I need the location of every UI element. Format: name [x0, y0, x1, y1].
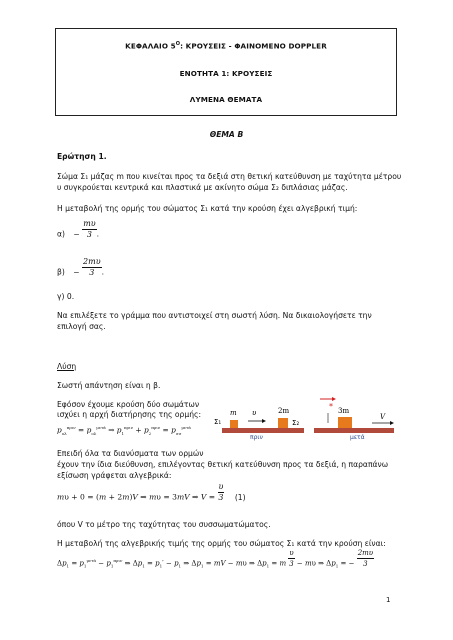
solution-line-5: έχουν την ίδια διεύθυνση, επιλέγοντας θετική κατεύθυνση προς τα δεξιά, η παραπάνω	[57, 460, 389, 469]
header-box	[55, 28, 397, 116]
block-m	[230, 420, 238, 428]
unit-title: ΕΝΟΤΗΤΑ 1: ΚΡΟΥΣΕΙΣ	[179, 69, 273, 78]
option-b-fraction: $\frac{2m\upsilon}{3}$	[83, 257, 101, 277]
question-text-3: Η μεταβολή της ορμής του σώματος Σ₁ κατά την κρούση έχει αλγεβρική τιμή:	[57, 204, 358, 213]
solution-line-2: ισχύει η αρχή διατήρησης της ορμής:	[57, 410, 202, 419]
collision-figure	[212, 393, 402, 445]
theme-heading: ΘΕΜΑ Β	[209, 130, 244, 139]
subtitle: ΛΥΜΕΝΑ ΘΕΜΑΤΑ	[189, 95, 263, 104]
question-title: Ερώτηση 1.	[57, 152, 107, 161]
label-u: υ	[252, 409, 257, 417]
solution-line-7: όπου V το μέτρο της ταχύτητας του συσσωματώματος.	[57, 520, 271, 529]
option-b: β) − $\frac{2m\upsilon}{3}$ .	[57, 257, 104, 277]
instruction-1: Να επιλέξετε το γράμμα που αντιστοιχεί στη σωστή λύση. Να δικαιολογήσετε την	[57, 311, 372, 320]
block-2m	[278, 418, 288, 428]
final-derivation: $\Delta p_1 = p_1^{\mu\varepsilon\tau ά} - p_1^{\pi\rho\iota\nu}$ ⇒ $\Delta p_1 = p_1' - p_1$ ⇒ $\Delta p_1$ = mV − mυ ⇒ $\Delta p_1 = m$ $\frac{\upsilon}{3}$ − mυ ⇒ $\Delta p_1$ = − $\frac{2m\upsilon}{3}$	[57, 548, 374, 569]
label-before: πριν	[250, 434, 263, 441]
solution-line-1: Εφόσον έχουμε κρούση δύο σωμάτων	[57, 400, 200, 409]
chapter-title: ΚΕΦΑΛΑΙΟ $5^O$: ΚΡΟΥΣΕΙΣ - ΦΑΙΝΟΜΕΝΟ DOPPLER	[125, 41, 327, 51]
solution-title: Λύση	[57, 362, 77, 371]
block-3m	[338, 417, 352, 428]
label-m: m	[230, 409, 237, 417]
momentum-equation: $p_{o\lambda}^{\pi\rho\iota\nu} = p_{o\lambda}^{\mu\varepsilon\tau ά}$ ⇒ $p_1^{\pi\rho\iota\nu} + p_2^{\pi\rho\iota\nu} = p_{\sigma\sigma}^{\mu\varepsilon\tau ά}$	[57, 425, 191, 436]
label-s2: Σ₂	[292, 419, 300, 427]
option-a: α) − $\frac{m\upsilon}{3}$ .	[57, 219, 100, 239]
algebraic-equation: mυ + 0 = (m + 2m)V ⇒ mυ = 3mV ⇒ V = $\frac{\upsilon}{3}$ (1)	[57, 482, 246, 502]
equation-tag: (1)	[234, 492, 246, 502]
svg-text:*: *	[329, 402, 333, 411]
option-b-label: β)	[57, 267, 65, 277]
label-after: μετά	[350, 434, 365, 441]
ground-after	[314, 428, 394, 433]
label-3m: 3m	[338, 407, 350, 415]
solution-line-4: Επειδή όλα τα διανύσματα των ορμών	[57, 449, 204, 458]
option-a-fraction: $\frac{m\upsilon}{3}$	[83, 219, 96, 239]
question-text-2: υ συγκρούεται κεντρικά και πλαστικά με ακίνητο σώμα Σ₂ διπλάσιας μάζας.	[57, 183, 348, 192]
label-s1: Σ₁	[214, 418, 222, 426]
solution-line-6: εξίσωση γράφεται αλγεβρικά:	[57, 471, 172, 480]
answer-text: Σωστή απάντηση είναι η β.	[57, 381, 161, 390]
option-c: γ) 0.	[57, 292, 75, 301]
ground-before	[222, 428, 304, 433]
instruction-2: επιλογή σας.	[57, 322, 106, 331]
page-number: 1	[386, 596, 391, 604]
label-v: V	[380, 413, 386, 421]
label-2m: 2m	[278, 407, 290, 415]
question-text-1: Σώμα Σ₁ μάζας m που κινείται προς τα δεξιά στη θετική κατεύθυνση με ταχύτητα μέτρου	[57, 172, 402, 181]
option-a-label: α)	[57, 229, 65, 239]
solution-line-8: Η μεταβολή της αλγεβρικής τιμής της ορμής του σώματος Σ₁ κατά την κρούση είναι:	[57, 539, 386, 548]
